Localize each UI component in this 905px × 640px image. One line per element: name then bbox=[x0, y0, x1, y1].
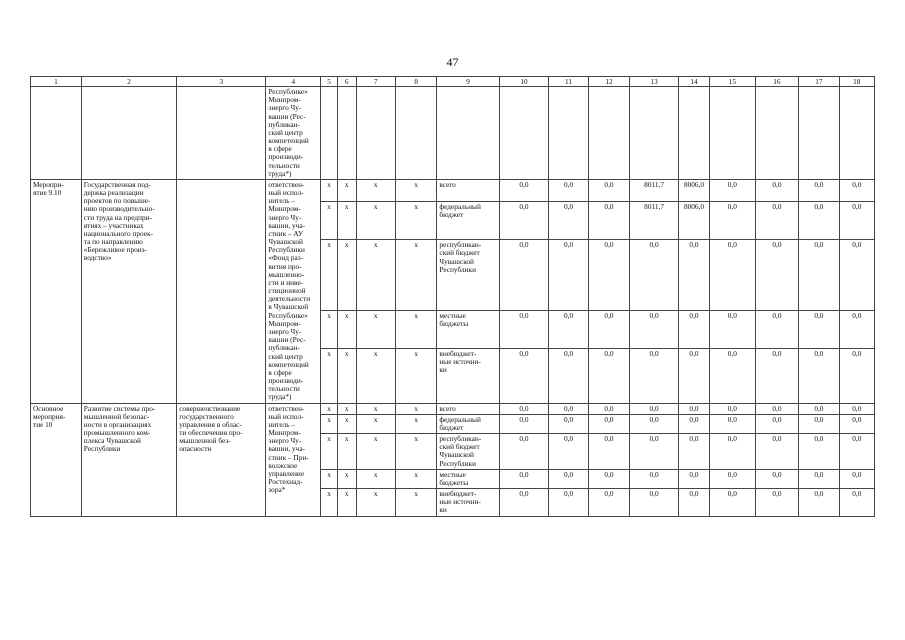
amount-cell: 8011,7 bbox=[630, 201, 679, 239]
amount-cell: 0,0 bbox=[588, 179, 629, 201]
empty-cell bbox=[755, 87, 799, 180]
code-cell: x bbox=[356, 414, 395, 433]
amount-cell: 0,0 bbox=[799, 434, 839, 470]
measure-target-cell bbox=[177, 179, 266, 403]
empty-cell bbox=[356, 87, 395, 180]
amount-cell: 0,0 bbox=[710, 434, 756, 470]
measure-title-cell: Государственная под- держка реализации проектов по повыше- нию производительно- сти труда на предпри- ятиях – участниках национального проек- та по направлению «Бережливое произ- водство» bbox=[81, 179, 176, 403]
amount-cell: 0,0 bbox=[799, 349, 839, 403]
column-number-header: 10 bbox=[499, 77, 549, 87]
column-number-header: 2 bbox=[81, 77, 176, 87]
amount-cell: 0,0 bbox=[678, 434, 709, 470]
code-cell: x bbox=[337, 489, 356, 517]
amount-cell: 0,0 bbox=[839, 489, 874, 517]
code-cell: x bbox=[321, 403, 338, 414]
amount-cell: 0,0 bbox=[630, 489, 679, 517]
amount-cell: 0,0 bbox=[549, 240, 588, 311]
amount-cell: 0,0 bbox=[549, 201, 588, 239]
code-cell: x bbox=[356, 469, 395, 488]
amount-cell: 0,0 bbox=[799, 310, 839, 348]
code-cell: x bbox=[356, 403, 395, 414]
budget-table bbox=[30, 76, 875, 517]
column-number-header: 5 bbox=[321, 77, 338, 87]
amount-cell: 0,0 bbox=[678, 414, 709, 433]
code-cell: x bbox=[321, 469, 338, 488]
amount-cell: 0,0 bbox=[839, 240, 874, 311]
code-cell: x bbox=[337, 179, 356, 201]
page-number: 47 bbox=[446, 55, 459, 69]
amount-cell: 0,0 bbox=[549, 179, 588, 201]
code-cell: x bbox=[395, 179, 436, 201]
code-cell: x bbox=[356, 179, 395, 201]
amount-cell: 0,0 bbox=[755, 201, 799, 239]
code-cell: x bbox=[395, 240, 436, 311]
amount-cell: 0,0 bbox=[549, 414, 588, 433]
amount-cell: 0,0 bbox=[755, 414, 799, 433]
amount-cell: 0,0 bbox=[710, 240, 756, 311]
code-cell: x bbox=[337, 469, 356, 488]
amount-cell: 0,0 bbox=[549, 349, 588, 403]
amount-cell: 0,0 bbox=[588, 489, 629, 517]
table-row bbox=[31, 403, 875, 414]
amount-cell: 0,0 bbox=[499, 201, 549, 239]
code-cell: x bbox=[356, 201, 395, 239]
header-row bbox=[31, 77, 875, 87]
amount-cell: 0,0 bbox=[799, 179, 839, 201]
column-number-header: 11 bbox=[549, 77, 588, 87]
amount-cell: 0,0 bbox=[678, 349, 709, 403]
column-number-header: 18 bbox=[839, 77, 874, 87]
code-cell: x bbox=[395, 201, 436, 239]
executor-cell: ответствен- ный испол- нитель – Минпром- энерго Чу- вашии, уча- стник – АУ Чувашской Республики «Фонд раз- вития про- мышленно- сти и инве- стиционной деятельности в Чувашской Республике» Минпром- энерго Чу- вашии (Рес- публикан- ский центр компетенций в сфере производи- тельности труда*) bbox=[266, 179, 321, 403]
amount-cell: 0,0 bbox=[755, 240, 799, 311]
amount-cell: 0,0 bbox=[630, 469, 679, 488]
amount-cell: 0,0 bbox=[839, 434, 874, 470]
amount-cell: 0,0 bbox=[588, 310, 629, 348]
amount-cell: 0,0 bbox=[799, 489, 839, 517]
code-cell: x bbox=[321, 240, 338, 311]
amount-cell: 0,0 bbox=[799, 414, 839, 433]
amount-cell: 0,0 bbox=[799, 240, 839, 311]
amount-cell: 0,0 bbox=[710, 403, 756, 414]
amount-cell: 0,0 bbox=[549, 489, 588, 517]
column-number-header: 9 bbox=[437, 77, 499, 87]
executor-cell: ответствен- ный испол- нитель – Минпром- энерго Чу- вашии, уча- стник – При- волжское управление Ростехнад- зора* bbox=[266, 403, 321, 516]
code-cell: x bbox=[337, 240, 356, 311]
measure-target-cell bbox=[177, 87, 266, 180]
code-cell: x bbox=[356, 489, 395, 517]
code-cell: x bbox=[337, 349, 356, 403]
amount-cell: 0,0 bbox=[499, 469, 549, 488]
amount-cell: 0,0 bbox=[839, 403, 874, 414]
amount-cell: 0,0 bbox=[839, 201, 874, 239]
empty-cell bbox=[588, 87, 629, 180]
amount-cell: 0,0 bbox=[710, 201, 756, 239]
amount-cell: 0,0 bbox=[755, 489, 799, 517]
column-number-header: 4 bbox=[266, 77, 321, 87]
amount-cell: 0,0 bbox=[499, 349, 549, 403]
empty-cell bbox=[799, 87, 839, 180]
amount-cell: 0,0 bbox=[710, 179, 756, 201]
column-number-header: 16 bbox=[755, 77, 799, 87]
amount-cell: 0,0 bbox=[755, 349, 799, 403]
code-cell: x bbox=[395, 349, 436, 403]
empty-cell bbox=[630, 87, 679, 180]
column-number-header: 14 bbox=[678, 77, 709, 87]
amount-cell: 8011,7 bbox=[630, 179, 679, 201]
code-cell: x bbox=[337, 201, 356, 239]
amount-cell: 0,0 bbox=[588, 403, 629, 414]
amount-cell: 0,0 bbox=[630, 349, 679, 403]
funding-source-cell: местные бюджеты bbox=[437, 310, 499, 348]
amount-cell: 0,0 bbox=[549, 403, 588, 414]
measure-name-cell bbox=[31, 87, 82, 180]
code-cell: x bbox=[321, 349, 338, 403]
amount-cell: 0,0 bbox=[499, 403, 549, 414]
funding-source-cell: местные бюджеты bbox=[437, 469, 499, 488]
amount-cell: 0,0 bbox=[630, 403, 679, 414]
code-cell: x bbox=[321, 179, 338, 201]
amount-cell: 0,0 bbox=[710, 469, 756, 488]
empty-cell bbox=[321, 87, 338, 180]
code-cell: x bbox=[356, 434, 395, 470]
empty-cell bbox=[395, 87, 436, 180]
funding-source-cell: республикан- ский бюджет Чувашской Республики bbox=[437, 240, 499, 311]
code-cell: x bbox=[395, 489, 436, 517]
executor-cell: Республике» Минпром- энерго Чу- вашии (Рес- публикан- ский центр компетенций в сфере производи- тельности труда*) bbox=[266, 87, 321, 180]
code-cell: x bbox=[337, 310, 356, 348]
amount-cell: 0,0 bbox=[588, 414, 629, 433]
continuation-row bbox=[31, 87, 875, 180]
amount-cell: 0,0 bbox=[499, 414, 549, 433]
amount-cell: 0,0 bbox=[588, 201, 629, 239]
code-cell: x bbox=[321, 434, 338, 470]
measure-title-cell bbox=[81, 87, 176, 180]
amount-cell: 0,0 bbox=[678, 489, 709, 517]
amount-cell: 0,0 bbox=[755, 179, 799, 201]
code-cell: x bbox=[321, 201, 338, 239]
amount-cell: 0,0 bbox=[549, 434, 588, 470]
amount-cell: 0,0 bbox=[839, 349, 874, 403]
column-number-header: 12 bbox=[588, 77, 629, 87]
amount-cell: 0,0 bbox=[499, 434, 549, 470]
code-cell: x bbox=[395, 403, 436, 414]
column-number-header: 17 bbox=[799, 77, 839, 87]
empty-cell bbox=[499, 87, 549, 180]
amount-cell: 0,0 bbox=[630, 240, 679, 311]
code-cell: x bbox=[356, 240, 395, 311]
empty-cell bbox=[337, 87, 356, 180]
amount-cell: 0,0 bbox=[499, 240, 549, 311]
measure-name-cell: Меропри- ятие 9.10 bbox=[31, 179, 82, 403]
code-cell: x bbox=[321, 489, 338, 517]
amount-cell: 0,0 bbox=[588, 240, 629, 311]
amount-cell: 0,0 bbox=[710, 414, 756, 433]
amount-cell: 0,0 bbox=[499, 310, 549, 348]
column-number-header: 15 bbox=[710, 77, 756, 87]
column-number-header: 8 bbox=[395, 77, 436, 87]
amount-cell: 0,0 bbox=[710, 349, 756, 403]
funding-source-cell: внебюджет- ные источни- ки bbox=[437, 349, 499, 403]
amount-cell: 0,0 bbox=[499, 179, 549, 201]
amount-cell: 0,0 bbox=[678, 310, 709, 348]
funding-source-cell: республикан- ский бюджет Чувашской Республики bbox=[437, 434, 499, 470]
funding-source-cell: внебюджет- ные источни- ки bbox=[437, 489, 499, 517]
amount-cell: 0,0 bbox=[799, 403, 839, 414]
empty-cell bbox=[549, 87, 588, 180]
amount-cell: 0,0 bbox=[839, 310, 874, 348]
measure-name-cell: Основное мероприя- тие 10 bbox=[31, 403, 82, 516]
code-cell: x bbox=[321, 310, 338, 348]
amount-cell: 8006,0 bbox=[678, 179, 709, 201]
measure-title-cell: Развитие системы про- мышленной безопас- ности в организациях промышленного ком- плекса Чувашской Республики bbox=[81, 403, 176, 516]
amount-cell: 0,0 bbox=[630, 310, 679, 348]
column-number-header: 13 bbox=[630, 77, 679, 87]
column-number-header: 7 bbox=[356, 77, 395, 87]
amount-cell: 0,0 bbox=[710, 489, 756, 517]
measure-target-cell: совершенствование государственного управления в облас- ти обеспечения про- мышленной без- опасности bbox=[177, 403, 266, 516]
amount-cell: 0,0 bbox=[799, 201, 839, 239]
empty-cell bbox=[710, 87, 756, 180]
amount-cell: 0,0 bbox=[630, 414, 679, 433]
code-cell: x bbox=[356, 310, 395, 348]
empty-cell bbox=[839, 87, 874, 180]
amount-cell: 0,0 bbox=[499, 489, 549, 517]
amount-cell: 0,0 bbox=[755, 403, 799, 414]
amount-cell: 0,0 bbox=[549, 469, 588, 488]
amount-cell: 0,0 bbox=[678, 240, 709, 311]
code-cell: x bbox=[356, 349, 395, 403]
code-cell: x bbox=[395, 469, 436, 488]
amount-cell: 0,0 bbox=[630, 434, 679, 470]
empty-cell bbox=[678, 87, 709, 180]
code-cell: x bbox=[395, 434, 436, 470]
funding-source-cell: всего bbox=[437, 179, 499, 201]
code-cell: x bbox=[337, 403, 356, 414]
amount-cell: 0,0 bbox=[710, 310, 756, 348]
amount-cell: 0,0 bbox=[755, 310, 799, 348]
amount-cell: 0,0 bbox=[755, 469, 799, 488]
code-cell: x bbox=[395, 414, 436, 433]
amount-cell: 0,0 bbox=[588, 434, 629, 470]
empty-cell bbox=[437, 87, 499, 180]
code-cell: x bbox=[321, 414, 338, 433]
amount-cell: 0,0 bbox=[678, 469, 709, 488]
funding-source-cell: федеральный бюджет bbox=[437, 414, 499, 433]
amount-cell: 0,0 bbox=[755, 434, 799, 470]
amount-cell: 0,0 bbox=[588, 469, 629, 488]
code-cell: x bbox=[337, 414, 356, 433]
amount-cell: 0,0 bbox=[678, 403, 709, 414]
column-number-header: 6 bbox=[337, 77, 356, 87]
column-number-header: 3 bbox=[177, 77, 266, 87]
amount-cell: 0,0 bbox=[549, 310, 588, 348]
funding-source-cell: федеральный бюджет bbox=[437, 201, 499, 239]
amount-cell: 0,0 bbox=[799, 469, 839, 488]
amount-cell: 0,0 bbox=[588, 349, 629, 403]
amount-cell: 0,0 bbox=[839, 414, 874, 433]
code-cell: x bbox=[395, 310, 436, 348]
amount-cell: 0,0 bbox=[839, 179, 874, 201]
funding-source-cell: всего bbox=[437, 403, 499, 414]
column-number-header: 1 bbox=[31, 77, 82, 87]
amount-cell: 8006,0 bbox=[678, 201, 709, 239]
amount-cell: 0,0 bbox=[839, 469, 874, 488]
code-cell: x bbox=[337, 434, 356, 470]
table-row bbox=[31, 179, 875, 201]
